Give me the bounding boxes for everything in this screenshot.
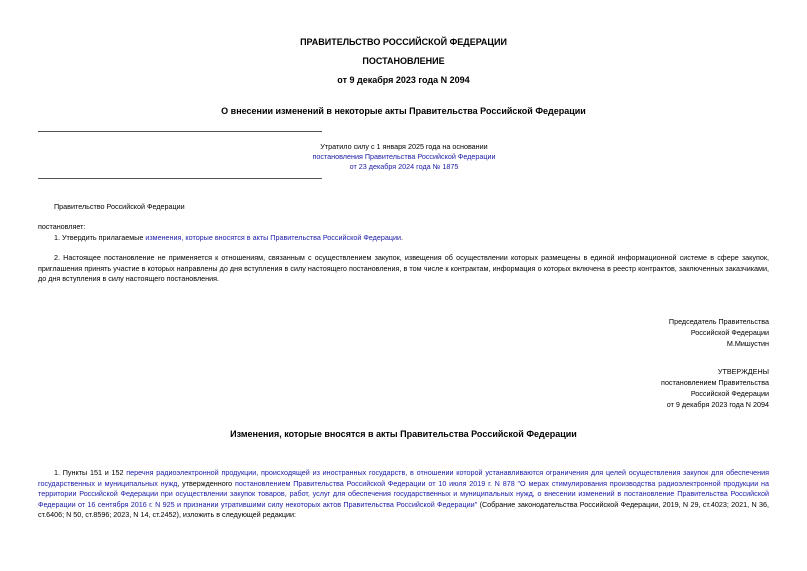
document-date: от 9 декабря 2023 года N 2094 bbox=[337, 75, 470, 85]
approval-block bbox=[661, 366, 769, 410]
government-name: Правительство Российской Федерации bbox=[54, 202, 185, 211]
item-1-prefix: 1. Пункты 151 и 152 bbox=[54, 468, 127, 477]
signature-block bbox=[669, 316, 769, 349]
item-1-suffix: (Собрание законодательства Российской Федерации, 2019, N 29, ст.4023; 2021, N 36, ст.6406; N 50, ст.8596; 2023, N 14, ст.2452), изложить в следующей редакции: bbox=[38, 499, 769, 519]
document-title: О внесении изменений в некоторые акты Правительства Российской Федерации bbox=[221, 106, 586, 116]
repeal-link-line2[interactable]: от 23 декабря 2024 года № 1875 bbox=[349, 162, 459, 171]
divider-top bbox=[38, 131, 322, 132]
resolution-link[interactable]: постановлением Правительства Российской Федерации от 10 июля 2019 г. N 878 "О мерах стимулирования производства радиоэлектронной продукции на территории Российской Федерации при осуществлении закупок товаров, работ, услуг для обеспечения государственных и муниципальных нужд, о внесении изменений в постановление Правительства Российской Федерации от 16 сентября 2016 г. N 925 и признании утратившими силу некоторых актов Правительства Российской Федерации" bbox=[38, 478, 769, 509]
changes-heading: Изменения, которые вносятся в акты Правительства Российской Федерации bbox=[230, 429, 577, 439]
status-text: Утратило силу с 1 января 2025 года на основании bbox=[320, 142, 488, 151]
changes-item-1 bbox=[38, 468, 769, 521]
signature-position: Председатель Правительства bbox=[668, 317, 769, 326]
approval-title: УТВЕРЖДЕНЫ bbox=[717, 367, 769, 376]
paragraph-1-suffix: . bbox=[400, 233, 403, 242]
paragraph-1-prefix: 1. Утвердить прилагаемые bbox=[54, 233, 146, 242]
signature-name: М.Мишустин bbox=[726, 339, 769, 348]
paragraph-1 bbox=[38, 233, 769, 244]
approval-date: от 9 декабря 2023 года N 2094 bbox=[666, 400, 769, 409]
government-heading: ПРАВИТЕЛЬСТВО РОССИЙСКОЙ ФЕДЕРАЦИИ bbox=[300, 37, 507, 47]
repeal-link-line1[interactable]: постановления Правительства Российской Федерации bbox=[312, 152, 496, 161]
status-block bbox=[229, 142, 579, 172]
signature-country: Российской Федерации bbox=[690, 328, 769, 337]
changes-link[interactable]: изменения, которые вносятся в акты Правительства Российской Федерации bbox=[145, 233, 401, 242]
approval-line2: постановлением Правительства bbox=[661, 378, 769, 387]
paragraph-2: 2. Настоящее постановление не применяется к отношениям, связанным с осуществлением закупок, извещения об осуществлении которых размещены в единой информационной системе в сфере закупок, приглашения принять участие в которых направлены до дня вступления в силу настоящего постановления, в том числе к контрактам, информация о которых включена в реестр контрактов, заключенных заказчиками, до дня вступления в силу настоящего постановления. bbox=[38, 253, 769, 283]
item-1-mid: , утвержденного bbox=[177, 478, 235, 488]
approval-line3: Российской Федерации bbox=[690, 389, 769, 398]
list-link[interactable]: перечня радиоэлектронной продукции, происходящей из иностранных государств, в отношении которой устанавливаются ограничения для целей осуществления закупок для обеспечения государственных и муниципальных нужд bbox=[38, 468, 769, 488]
decrees-text: постановляет: bbox=[38, 222, 86, 231]
document-type: ПОСТАНОВЛЕНИЕ bbox=[362, 56, 445, 66]
divider-bottom bbox=[38, 178, 322, 179]
